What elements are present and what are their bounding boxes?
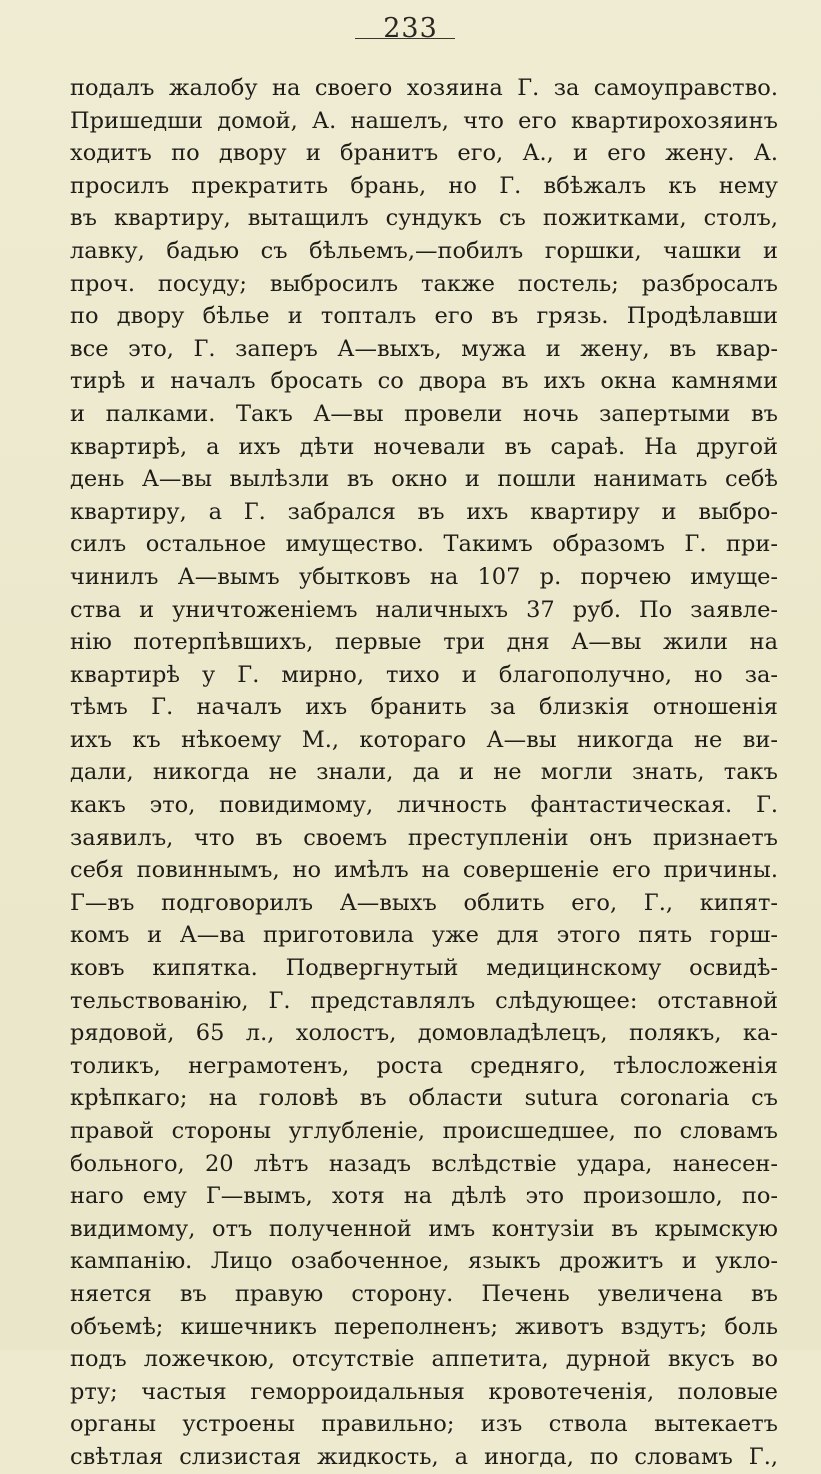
text-line: органы устроены правильно; изъ ствола вытекаетъ xyxy=(70,1411,778,1438)
text-line: больного, 20 лѣтъ назадъ вслѣдствіе удара, нанесен- xyxy=(70,1150,778,1177)
text-line: ковъ кипятка. Подвергнутый медицинскому освидѣ- xyxy=(70,955,778,982)
text-line: заявилъ, что въ своемъ преступленіи онъ признаетъ xyxy=(70,824,778,851)
text-line: проч. посуду; выбросилъ также постель; разбросалъ xyxy=(70,270,778,297)
text-line: крѣпкаго; на головѣ въ области sutura coronaria съ xyxy=(70,1085,778,1112)
text-line: все это, Г. заперъ А—выхъ, мужа и жену, въ квар- xyxy=(70,335,778,362)
text-line: наго ему Г—вымъ, хотя на дѣлѣ это произошло, по- xyxy=(70,1183,778,1210)
text-line: чинилъ А—вымъ убытковъ на 107 р. порчею имуще- xyxy=(70,563,778,590)
text-line: видимому, отъ полученной имъ контузіи въ крымскую xyxy=(70,1215,778,1242)
text-line: Г—въ подговорилъ А—выхъ облить его, Г., кипят- xyxy=(70,889,778,916)
text-line: себя повиннымъ, но имѣлъ на совершеніе его причины. xyxy=(70,857,778,884)
text-line: лавку, бадью съ бѣльемъ,—побилъ горшки, чашки и xyxy=(70,237,778,264)
text-line: кампанію. Лицо озабоченное, языкъ дрожитъ и укло- xyxy=(70,1248,778,1275)
text-line: ства и уничтоженіемъ наличныхъ 37 руб. По заявле- xyxy=(70,596,778,623)
text-line: квартирѣ у Г. мирно, тихо и благополучно, но за- xyxy=(70,661,778,688)
text-line: подъ ложечкою, отсутствіе аппетита, дурной вкусъ во xyxy=(70,1346,778,1373)
text-line: нію потерпѣвшихъ, первые три дня А—вы жили на xyxy=(70,629,778,656)
text-line: няется въ правую сторону. Печень увеличена въ xyxy=(70,1280,778,1307)
text-line: по двору бѣлье и топталъ его въ грязь. Продѣлавши xyxy=(70,303,778,330)
text-line: подалъ жалобу на своего хозяина Г. за самоуправство. xyxy=(70,75,778,101)
text-line: правой стороны углубленіе, происшедшее, по словамъ xyxy=(70,1118,778,1144)
text-line: квартиру, а Г. забрался въ ихъ квартиру и выбро- xyxy=(70,498,778,525)
text-line: дали, никогда не знали, да и не могли знать, такъ xyxy=(70,759,778,786)
text-line: ходитъ по двору и бранитъ его, А., и его жену. А. xyxy=(70,140,778,167)
text-line: силъ остальное имущество. Такимъ образомъ Г. при- xyxy=(70,531,778,558)
text-line: рядовой, 65 л., холостъ, домовладѣлецъ, полякъ, ка- xyxy=(70,1020,778,1047)
text-line: тельствованію, Г. представлялъ слѣдующее: отставной xyxy=(70,987,778,1014)
text-line: и палками. Такъ А—вы провели ночь запертыми въ xyxy=(70,400,778,427)
text-line: тѣмъ Г. началъ ихъ бранить за близкія отношенія xyxy=(70,694,778,721)
text-line: комъ и А—ва приготовила уже для этого пять горш- xyxy=(70,922,778,949)
text-line: просилъ прекратить брань, но Г. вбѣжалъ къ нему xyxy=(70,172,778,199)
page-number: 233 xyxy=(383,13,438,44)
text-line: квартирѣ, а ихъ дѣти ночевали въ сараѣ. На другой xyxy=(70,433,778,460)
body-text xyxy=(70,72,778,1474)
page-header xyxy=(0,14,821,44)
text-line: свѣтлая слизистая жидкость, а иногда, по словамъ Г., xyxy=(70,1443,778,1470)
text-line: ихъ къ нѣкоему М., котораго А—вы никогда не ви- xyxy=(70,726,778,753)
header-rule xyxy=(355,38,455,39)
text-line: рту; частыя геморроидальныя кровотеченія, половые xyxy=(70,1378,778,1405)
text-line: толикъ, неграмотенъ, роста средняго, тѣлосложенія xyxy=(70,1052,778,1079)
text-line: объемѣ; кишечникъ переполненъ; животъ вздутъ; боль xyxy=(70,1313,778,1340)
text-line: какъ это, повидимому, личность фантастическая. Г. xyxy=(70,792,778,819)
text-line: тирѣ и началъ бросать со двора въ ихъ окна камнями xyxy=(70,368,778,395)
text-line: въ квартиру, вытащилъ сундукъ съ пожитками, столъ, xyxy=(70,205,778,232)
text-line: Пришедши домой, А. нашелъ, что его квартирохозяинъ xyxy=(70,107,778,134)
text-line: день А—вы вылѣзли въ окно и пошли нанимать себѣ xyxy=(70,466,778,493)
